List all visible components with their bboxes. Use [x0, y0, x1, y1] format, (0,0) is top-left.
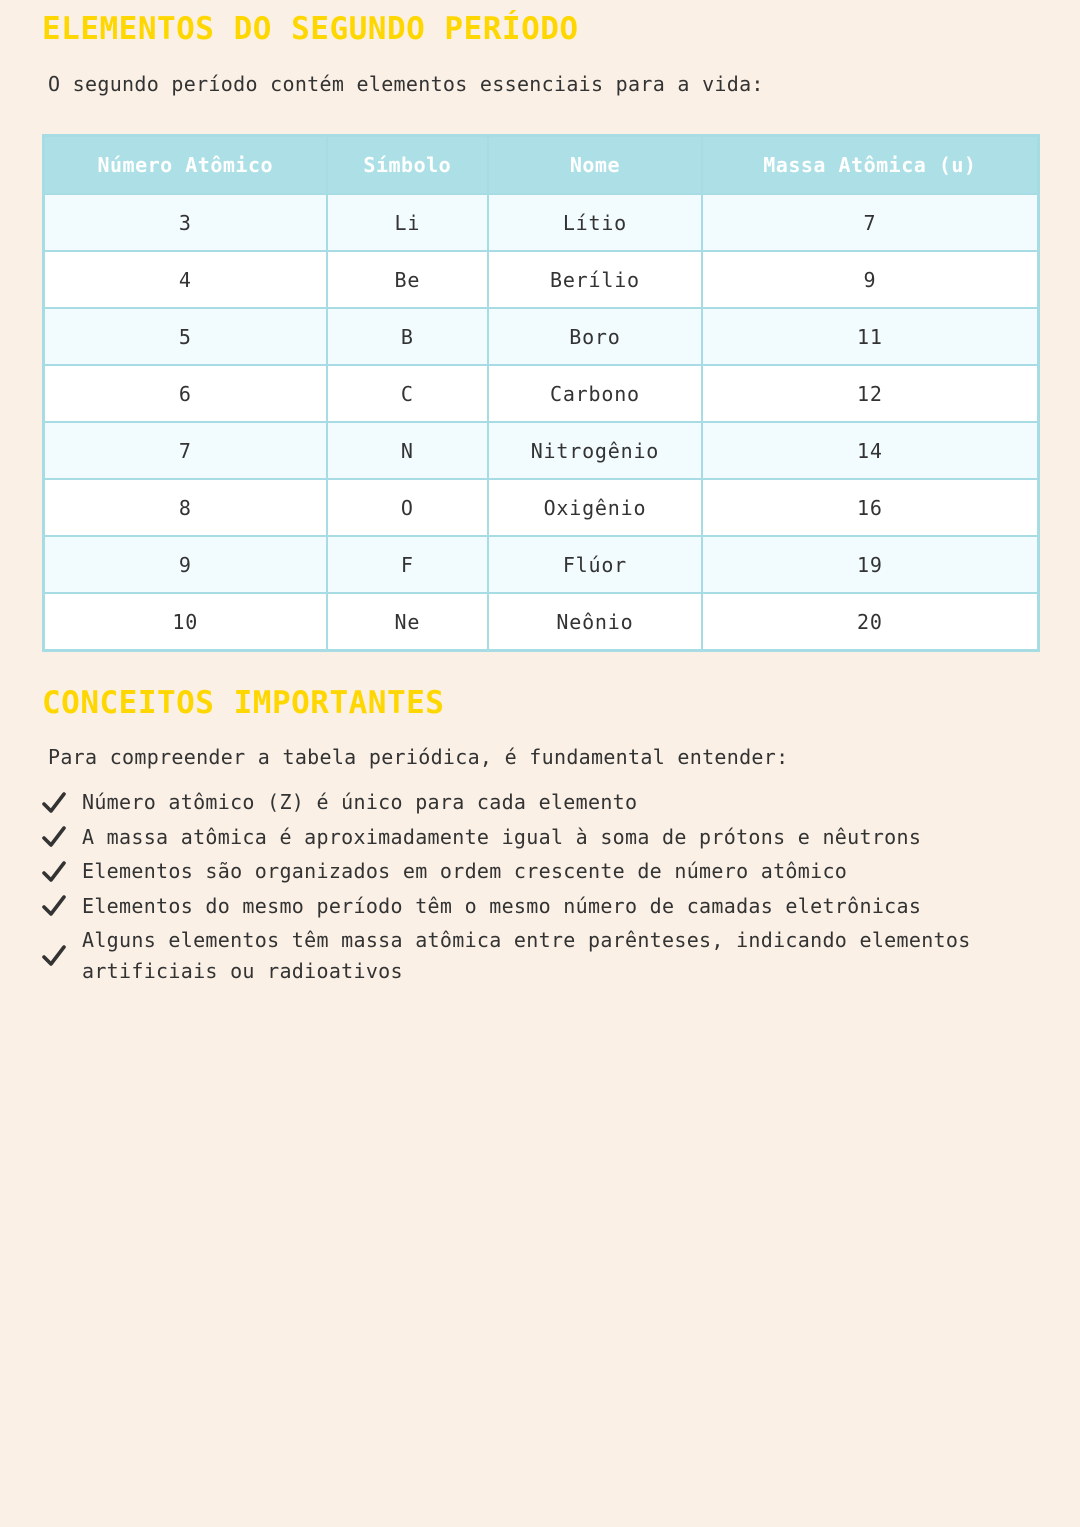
concepts-intro-text: Para compreender a tabela periódica, é fundamental entender:	[48, 745, 789, 769]
list-item	[42, 822, 1040, 853]
cell-atomic-number: 4	[44, 251, 327, 308]
checkmark-icon	[42, 791, 82, 815]
cell-atomic-number: 10	[44, 593, 327, 651]
intro-text: O segundo período contém elementos essenciais para a vida:	[48, 72, 764, 96]
section-title-concepts: CONCEITOS IMPORTANTES	[42, 685, 445, 721]
list-item-text: Alguns elementos têm massa atômica entre parênteses, indicando elementos artificiais ou radioativos	[82, 928, 971, 983]
list-item	[42, 856, 1040, 887]
cell-atomic-mass: 16	[702, 479, 1039, 536]
section-title-elements: ELEMENTOS DO SEGUNDO PERÍODO	[42, 11, 579, 47]
table-row	[44, 365, 1039, 422]
cell-symbol: Li	[327, 194, 489, 251]
cell-atomic-mass: 19	[702, 536, 1039, 593]
cell-atomic-mass: 11	[702, 308, 1039, 365]
cell-symbol: B	[327, 308, 489, 365]
cell-symbol: C	[327, 365, 489, 422]
cell-atomic-mass: 9	[702, 251, 1039, 308]
cell-name: Carbono	[488, 365, 702, 422]
checkmark-icon	[42, 825, 82, 849]
cell-atomic-mass: 12	[702, 365, 1039, 422]
cell-atomic-number: 8	[44, 479, 327, 536]
cell-symbol: N	[327, 422, 489, 479]
cell-atomic-number: 5	[44, 308, 327, 365]
list-item	[42, 891, 1040, 922]
cell-symbol: F	[327, 536, 489, 593]
header-atomic-mass: Massa Atômica (u)	[702, 136, 1039, 195]
list-item-text: Número atômico (Z) é único para cada elemento	[82, 790, 638, 814]
cell-name: Nitrogênio	[488, 422, 702, 479]
cell-symbol: Be	[327, 251, 489, 308]
cell-name: Oxigênio	[488, 479, 702, 536]
cell-atomic-mass: 7	[702, 194, 1039, 251]
cell-atomic-number: 3	[44, 194, 327, 251]
header-symbol: Símbolo	[327, 136, 489, 195]
table-row	[44, 479, 1039, 536]
cell-symbol: O	[327, 479, 489, 536]
cell-atomic-number: 9	[44, 536, 327, 593]
cell-name: Lítio	[488, 194, 702, 251]
cell-name: Flúor	[488, 536, 702, 593]
list-item	[42, 925, 1040, 987]
cell-atomic-mass: 20	[702, 593, 1039, 651]
list-item-text: A massa atômica é aproximadamente igual à soma de prótons e nêutrons	[82, 824, 922, 849]
table-row	[44, 251, 1039, 308]
list-item-text: Elementos são organizados em ordem crescente de número atômico	[82, 859, 848, 883]
cell-name: Neônio	[488, 593, 702, 651]
table-row	[44, 536, 1039, 593]
table-header-row	[44, 136, 1039, 195]
table-row	[44, 308, 1039, 365]
cell-name: Boro	[488, 308, 702, 365]
cell-symbol: Ne	[327, 593, 489, 651]
table-row	[44, 593, 1039, 651]
checkmark-icon	[42, 860, 82, 884]
header-atomic-number: Número Atômico	[44, 136, 327, 195]
elements-table	[42, 134, 1040, 652]
cell-atomic-mass: 14	[702, 422, 1039, 479]
header-name: Nome	[488, 136, 702, 195]
checkmark-icon	[42, 944, 82, 968]
cell-name: Berílio	[488, 251, 702, 308]
cell-atomic-number: 6	[44, 365, 327, 422]
table-row	[44, 194, 1039, 251]
list-item-text: Elementos do mesmo período têm o mesmo número de camadas eletrônicas	[82, 893, 922, 918]
concepts-checklist	[42, 787, 1040, 991]
checkmark-icon	[42, 894, 82, 918]
list-item	[42, 787, 1040, 818]
cell-atomic-number: 7	[44, 422, 327, 479]
table-row	[44, 422, 1039, 479]
